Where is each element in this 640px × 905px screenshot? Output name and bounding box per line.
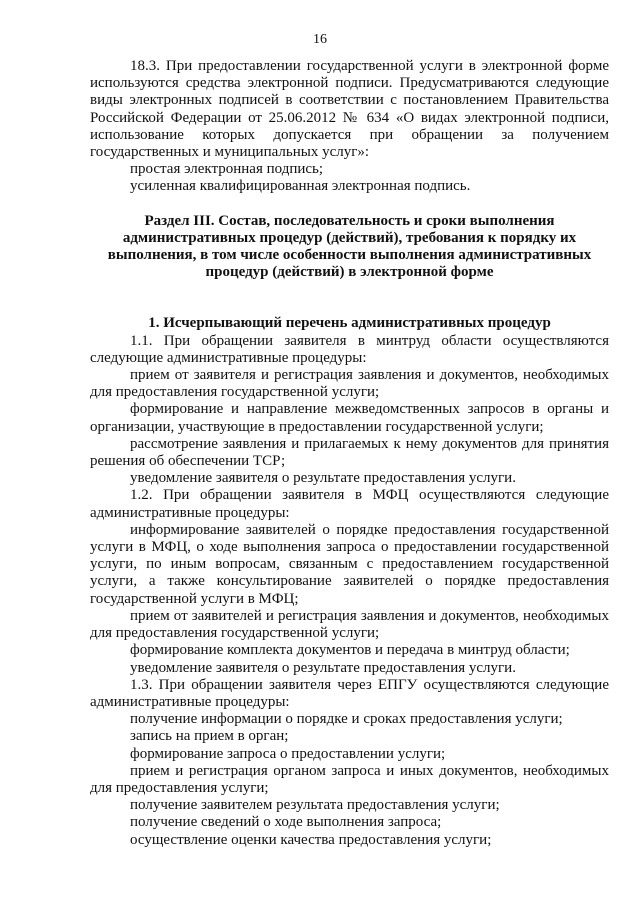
list-item: осуществление оценки качества предоставления услуги; [130,831,492,848]
list-item: уведомление заявителя о результате предоставления услуги. [130,470,516,487]
list-item: усиленная квалифицированная электронная подпись. [130,178,471,195]
list-item: уведомление заявителя о результате предоставления услуги. [130,659,516,676]
section-heading: Раздел III. Состав, последовательность и сроки выполнения административных процедур (действий), требования к порядку их выполнения, в том числе особенности выполнения административных процедур (действий) в электронной форме [107,212,592,281]
list-item: получение заявителем результата предоставления услуги; [130,797,500,814]
list-item: прием и регистрация органом запроса и иных документов, необходимых для предоставления услуги; [90,762,609,796]
subsection-heading: 1. Исчерпывающий перечень административных процедур [148,315,551,332]
list-item: прием от заявителей и регистрация заявления и документов, необходимых для предоставления государственной услуги; [90,607,609,642]
paragraph-1-2: 1.2. При обращении заявителя в МФЦ осуществляются следующие административные процедуры: [90,487,609,521]
list-item: рассмотрение заявления и прилагаемых к нему документов для принятия решения об обеспечении ТСР; [90,435,609,470]
list-item: простая электронная подпись; [130,161,324,178]
page-number: 16 [313,32,327,47]
paragraph-1-3: 1.3. При обращении заявителя через ЕПГУ осуществляются следующие административные процедуры: [90,676,609,710]
list-item: информирование заявителей о порядке предоставления государственной услуги в МФЦ, о ходе выполнения запроса о предоставлении государственной услуги, по иным вопросам, связанным с предоставлением государственной услуги, а также консультирование заявителей о порядке предоставления государственной услуги в МФЦ; [90,521,609,607]
list-item: получение сведений о ходе выполнения запроса; [130,814,442,831]
paragraph-18-3: 18.3. При предоставлении государственной услуги в электронной форме используются средства электронной подписи. Предусматриваются следующие виды электронных подписей в соответствии с постановлением Правительства Российской Федерации от 25.06.2012 № 634 «О видах электронной подписи, использование которых допускается при обращении за получением государственных и муниципальных услуг»: [90,58,609,161]
list-item: запись на прием в орган; [130,728,289,745]
paragraph-1-1: 1.1. При обращении заявителя в минтруд области осуществляются следующие административные процедуры: [90,332,609,366]
document-body [90,58,609,849]
list-item: формирование и направление межведомственных запросов в органы и организации, участвующие в предоставлении государственной услуги; [90,401,609,435]
list-item: получение информации о порядке и сроках предоставления услуги; [130,711,563,728]
list-item: формирование запроса о предоставлении услуги; [130,745,446,762]
list-item: формирование комплекта документов и передача в минтруд области; [130,642,570,659]
list-item: прием от заявителя и регистрация заявления и документов, необходимых для предоставления государственной услуги; [90,367,609,401]
